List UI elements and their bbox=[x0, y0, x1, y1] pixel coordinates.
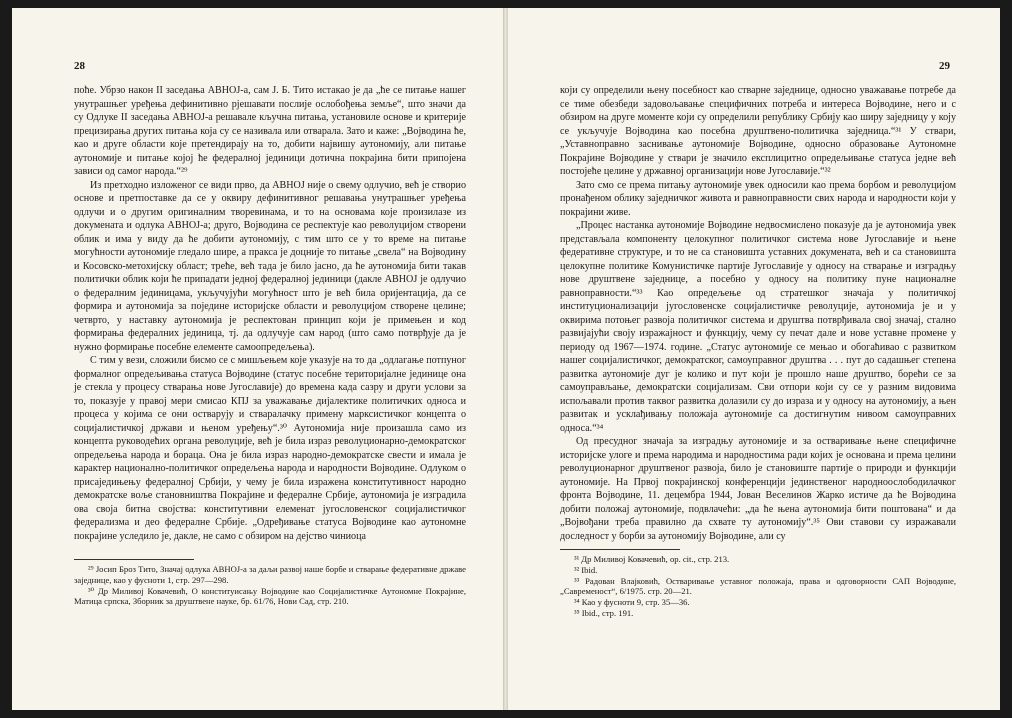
footnote: ³² Ibid. bbox=[574, 564, 598, 575]
left-page bbox=[12, 8, 504, 710]
footnote: ²⁹ Јосип Броз Тито, Значај одлука АВНОЈ-а за даљи развој наше борбе и стварање федеративне државе заједнице, као у фусноти 1, стр. 297—298. bbox=[74, 564, 466, 585]
paragraph: Од пресудног значаја за изградњу аутономије и за остваривање њене специфичне историјске улоге и према народима и народностима ради којих је основана и према целини револуционарног друштвеног развоја, било је становиште партије о природи и функцији аутономије. На Првој покрајинској конференцији јединственог народноослободилачког фронта Војводине, 11. децембра 1944, Јован Веселинов Жарко истиче да ће Војводина добити положај аутономије, подвлачећи: „да ће њена аутономија бити поштована“ и да „Војвођани треба правилно да схвате ту аутономију“.³⁵ Ови ставови су изражавали доследност у борби за аутономију Војводине, али су bbox=[560, 436, 956, 542]
paragraph: „Процес настанка аутономије Војводине недвосмислено показује да је аутономија увек представљала компоненту целокупног политичког система нове Југославије и њене федеративне структуре, и то не са становишта уставних докумената, већ и са становишта целокупне политике Комунистичке партије Југославије у односу на стварање и изградњу нове друштвене заједнице, а посебно у односу на политику пуне националне равноправности.“³³ Као опредељење од стратешког значаја у политичкој институционализацији југословенске социјалистичке револуције, аутономија је и у оквирима потоњег развоја политичког система и друштва потврђивала свој значај, стално развијајући своју изражајност и функцију, чему су печат дале и нове уставне промене у периоду од 1967—1974. године. „Статус аутономије се мењао и обогаћивао с развитком нашег социјалистичког, демократског, самоуправног друштва . . . пут до садашњег степена развитка аутономије дуг је колико и пут који је прошло наше друштво, борећи се за самоуправљање, демократски социјализам. Сви отпори који су се у разним видовима испољавали против таквог развитка долазили су до израза и у односу на аутономију, а њен развитак и усклађивању положаја аутономије са достигнутим нивоом самоуправних односа.“³⁴ bbox=[560, 220, 956, 434]
footnote-divider bbox=[560, 549, 680, 550]
footnotes bbox=[74, 564, 466, 607]
page-number: 29 bbox=[939, 60, 950, 72]
page-number: 28 bbox=[74, 60, 85, 72]
paragraph: С тим у вези, сложили бисмо се с мишљењем које указује на то да „одлагање потпуног формалног опредељивања статуса Војводине (статус посебне територијалне јединице она је стекла у процесу стварања нове Југославије) до времена када сазру и други услови за то, показује у правој мери смисао КПЈ за уважавање дијалектике политичких односа и процеса у којима се они остварују и стваралачку примену марксистичког концепта о социјалистичкој држави и њеном уређењу“.³⁰ Аутономија није произашла само из концепта руководећих органа револуције, већ је била израз револуционарно-демократског опредељења народа и бораца. Она је била израз народно-демократске свести и имала је карактер национално-политичког опредељења народа и народности Војводине. Одлуком о присаједињењу федералној Србији, у чему је била изражена конститутивност народно демократске воље становништва Покрајине и федералне Србије, аутономија је изградила ова своја битна својства: конститутивни елеменат југословенског социјалистичког федерализма и део федералне Србије. „Одређивање статуса Војводине као аутономне покрајине уследило је, дакле, не само с обзиром на дејство чиниоца bbox=[74, 355, 466, 542]
footnote: ³⁰ Др Миливој Ковачевић, О конституисању Војводине као Социјалистичке Аутономне Покрајине, Матица српска, Зборник за друштвене науке, бр. 61/76, Нови Сад, стр. 210. bbox=[74, 585, 466, 607]
paragraph: који су определили њену посебност као стварне заједнице, односно уважавање потребе да се тиме обезбеди задовољавање специфичних потреба и интереса Војводине, него и с обзиром на друге моменте који су определили републику Србију као ширу заједницу у коју се укључује Војводина као посебна друштвено-политичка заједница.“³¹ У ствари, „Уставноправно заснивање аутономије Војводине, односно образовање Аутономне Покрајине Војводине у ствари је значило експлицитно опредељивање статуса једне већ постојеће целине у државној организацији нове Југославије.“³² bbox=[560, 85, 956, 177]
footnotes bbox=[560, 554, 956, 619]
left-page-body bbox=[74, 84, 466, 607]
paragraph: поће. Убрзо након II заседања АВНОЈ-а, сам Ј. Б. Тито истакао је да „ће се питање нашег унутрашњег уређења дефинитивно рјешавати послије ослобођења земље“, што значи да су Одлуке II заседања АВНОЈ-а решавале кључна питања, установиле основе и критерије прецизирања других питања која су се називала или отварала. Зато и каже: „Војводина ће, као и друге области које претендирају на то, добити највишу аутономију, али питање аутономије и питање којој ће федералној јединици дотична покрајина бити припојена зависи од самог народа.“²⁹ bbox=[74, 85, 466, 177]
footnote: ³³ Радован Влајковић, Остваривање уставног положаја, права и одговорности САП Војводине, „Савременост“, 6/1975. стр. 20—21. bbox=[560, 575, 956, 597]
right-page bbox=[507, 8, 1000, 710]
right-page-body bbox=[560, 84, 956, 619]
paragraph: Зато смо се према питању аутономије увек односили као према борбом и револуцијом пронађеном облику заједничког живота и равноправности свих народа и народности који у покрајини живе. bbox=[560, 179, 956, 218]
footnote: ³⁵ Ibid., стр. 191. bbox=[574, 607, 634, 618]
footnote-divider bbox=[74, 559, 194, 560]
footnote: ³⁴ Као у фусноти 9, стр. 35—36. bbox=[574, 597, 690, 608]
footnote: ³¹ Др Миливој Ковачевић, op. cit., стр. 213. bbox=[574, 554, 730, 564]
paragraph: Из претходно изложеног се види прво, да АВНОЈ није о свему одлучио, већ је створио основе и претпоставке да се у оквиру дефинитивног решавања унутрашњег уређења одлучи и о другим оригиналним творевинама, и то на основама које произилазе из докумената и одлука АВНОЈ-а; друго, Војводина се респектује као револуцијом створени облик и има у виду да ће добити аутономију, с тим што се у то време на питање могућности аутономије гледало шире, а пракса је доцније то питање „свела“ на Војводину и Косовско-метохијску област; треће, већ тада је било јасно, да ће аутономија бити такав политички облик који ће припадати једној федералној јединици (дакле АВНОЈ је одлучио о федералним јединицама, укључујући могућност што је већ била оријентација, да се формира и аутономија за поједине историјске области и револуцијом створене целине; четврто, у наставку аутономија је респектован принцип који је примењен и код формирања федералних јединица, тј. да одлучује сам народ (што само потврђује да је нужно формирање посебне елементе самоопредељења). bbox=[74, 179, 466, 353]
